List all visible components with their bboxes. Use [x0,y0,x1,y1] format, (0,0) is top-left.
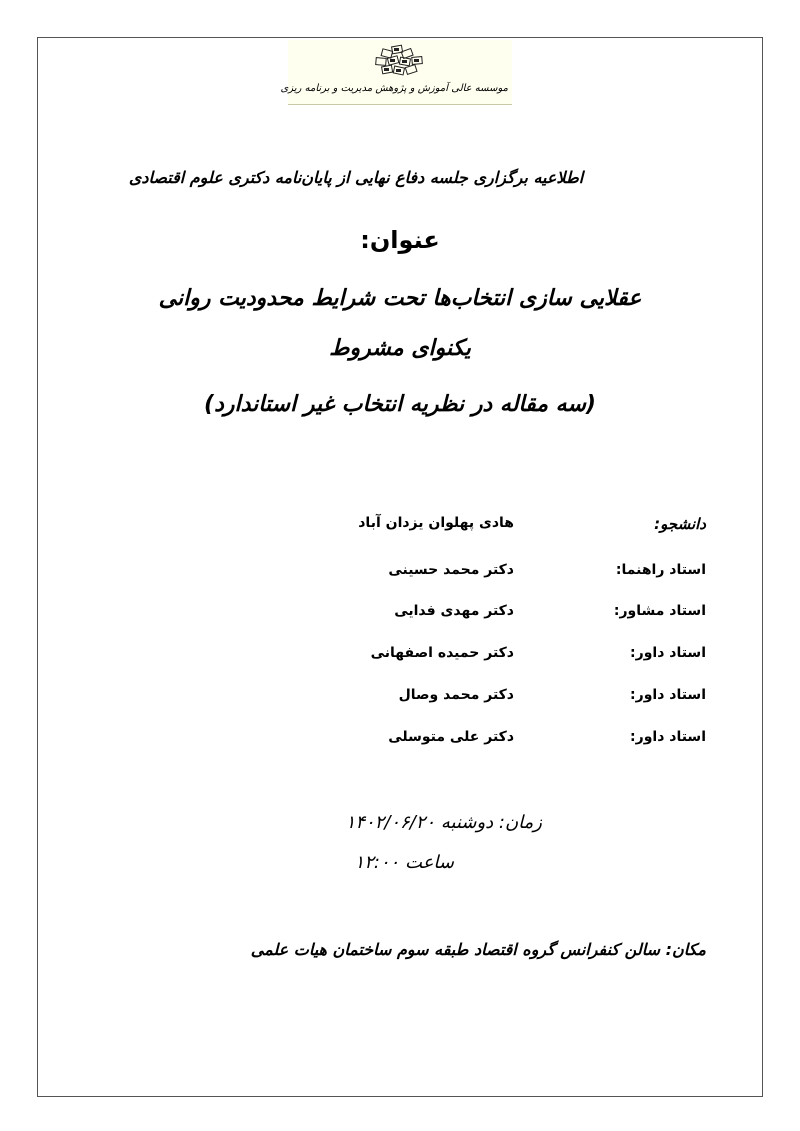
referee-label-3: استاد داور: [630,729,706,745]
defense-date: زمان: دوشنبه ۱۴۰۲/۰۶/۲۰ [345,812,542,833]
institute-name: موسسه عالی آموزش و پژوهش مدیریت و برنامه ریزی [280,83,508,94]
defense-location: مکان: سالن کنفرانس گروه اقتصاد طبقه سوم ساختمان هیات علمی [250,940,706,959]
student-label: دانشجو: [654,515,706,533]
thesis-subtitle: (سه مقاله در نظریه انتخاب غیر استاندارد) [204,392,596,417]
supervisor-label: استاد راهنما: [615,562,706,578]
thesis-title-line-2: یکنوای مشروط [329,336,471,361]
referee-label-2: استاد داور: [630,687,706,703]
referee-name-2: دکتر محمد وصال [398,687,514,703]
institute-logo [280,40,512,105]
title-label: عنوان: [360,226,440,254]
referee-label-1: استاد داور: [630,645,706,661]
institute-emblem-icon [368,44,428,80]
advisor-name: دکتر مهدی فدایی [394,603,514,619]
thesis-title-line-1: عقلایی سازی انتخاب‌ها تحت شرایط محدودیت روانی [158,286,642,311]
supervisor-name: دکتر محمد حسینی [388,562,514,578]
referee-name-3: دکتر علی متوسلی [388,729,514,745]
advisor-label: استاد مشاور: [613,603,706,619]
student-name: هادی پهلوان یزدان آباد [358,515,514,531]
announcement-heading: اطلاعیه برگزاری جلسه دفاع نهایی از پایان‌نامه دکتری علوم اقتصادی [128,168,584,187]
defense-time: ساعت ۱۲:۰۰ [354,852,454,873]
referee-name-1: دکتر حمیده اصفهانی [370,645,514,661]
